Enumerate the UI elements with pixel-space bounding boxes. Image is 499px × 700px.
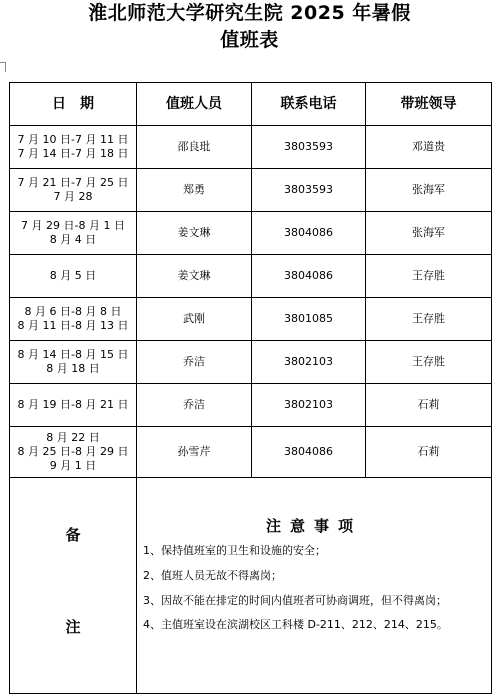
notes-label-bottom: 注	[65, 618, 81, 636]
date-line: 8 月 5 日	[49, 269, 97, 282]
date-cell	[10, 298, 137, 341]
date-line: 7 月 10 日-7 月 11 日	[17, 133, 129, 146]
date-line: 8 月 18 日	[46, 362, 100, 375]
corner-mark	[0, 62, 6, 72]
leader-cell: 石莉	[366, 384, 492, 427]
date-cell	[10, 255, 137, 298]
person-cell: 郑勇	[137, 169, 252, 212]
note-item: 2、值班人员无故不得离岗；	[143, 569, 282, 582]
person-cell: 乔洁	[137, 384, 252, 427]
phone-cell: 3804086	[252, 427, 366, 478]
phone-cell: 3802103	[252, 341, 366, 384]
table-row	[10, 212, 492, 255]
person-cell: 孙雪芹	[137, 427, 252, 478]
header-date: 日 期	[10, 83, 137, 126]
table-row	[10, 169, 492, 212]
page-subtitle: 值班表	[220, 29, 279, 51]
table-row	[10, 427, 492, 478]
table-row	[10, 298, 492, 341]
table-row	[10, 384, 492, 427]
date-line: 8 月 25 日-8 月 29 日	[17, 445, 129, 458]
phone-cell: 3803593	[252, 169, 366, 212]
date-line: 7 月 21 日-7 月 25 日	[17, 176, 129, 189]
table-row	[10, 255, 492, 298]
date-line: 8 月 19 日-8 月 21 日	[17, 398, 129, 411]
person-cell: 乔洁	[137, 341, 252, 384]
leader-cell: 邓道贵	[366, 126, 492, 169]
table-row	[10, 126, 492, 169]
date-cell	[10, 384, 137, 427]
notes-content-cell	[137, 478, 492, 694]
page-title: 淮北师范大学研究生院 2025 年暑假	[88, 2, 411, 24]
phone-cell: 3803593	[252, 126, 366, 169]
leader-cell: 石莉	[366, 427, 492, 478]
phone-cell: 3801085	[252, 298, 366, 341]
date-cell	[10, 427, 137, 478]
person-cell: 邵良玭	[137, 126, 252, 169]
phone-cell: 3802103	[252, 384, 366, 427]
date-line: 8 月 14 日-8 月 15 日	[17, 348, 129, 361]
date-line: 7 月 14 日-7 月 18 日	[17, 147, 129, 160]
date-line: 8 月 11 日-8 月 13 日	[17, 319, 129, 332]
note-item: 1、保持值班室的卫生和设施的安全；	[143, 544, 326, 557]
header-leader: 带班领导	[366, 83, 492, 126]
leader-cell: 张海军	[366, 212, 492, 255]
date-cell	[10, 212, 137, 255]
note-item: 3、因故不能在排定的时间内值班者可协商调班，但不得离岗；	[143, 594, 447, 607]
date-cell	[10, 169, 137, 212]
phone-cell: 3804086	[252, 212, 366, 255]
notes-label-cell	[10, 478, 137, 694]
leader-cell: 王存胜	[366, 341, 492, 384]
date-line: 8 月 6 日-8 月 8 日	[24, 305, 122, 318]
person-cell: 姜文琳	[137, 212, 252, 255]
duty-table	[9, 82, 492, 694]
notes-row	[10, 478, 492, 694]
date-line: 9 月 1 日	[49, 459, 97, 472]
note-item: 4、主值班室设在滨湖校区工科楼 D-211、212、214、215。	[143, 618, 448, 631]
leader-cell: 王存胜	[366, 255, 492, 298]
phone-cell: 3804086	[252, 255, 366, 298]
person-cell: 武刚	[137, 298, 252, 341]
notes-label-top: 备	[65, 526, 81, 544]
table-header-row	[10, 83, 492, 126]
date-cell	[10, 126, 137, 169]
date-line: 7 月 29 日-8 月 1 日	[21, 219, 125, 232]
date-cell	[10, 341, 137, 384]
leader-cell: 王存胜	[366, 298, 492, 341]
header-phone: 联系电话	[252, 83, 366, 126]
table-row	[10, 341, 492, 384]
leader-cell: 张海军	[366, 169, 492, 212]
header-person: 值班人员	[137, 83, 252, 126]
date-line: 8 月 4 日	[49, 233, 97, 246]
notes-title: 注意事项	[265, 517, 362, 535]
person-cell: 姜文琳	[137, 255, 252, 298]
date-line: 7 月 28	[53, 190, 93, 203]
date-line: 8 月 22 日	[46, 431, 100, 444]
